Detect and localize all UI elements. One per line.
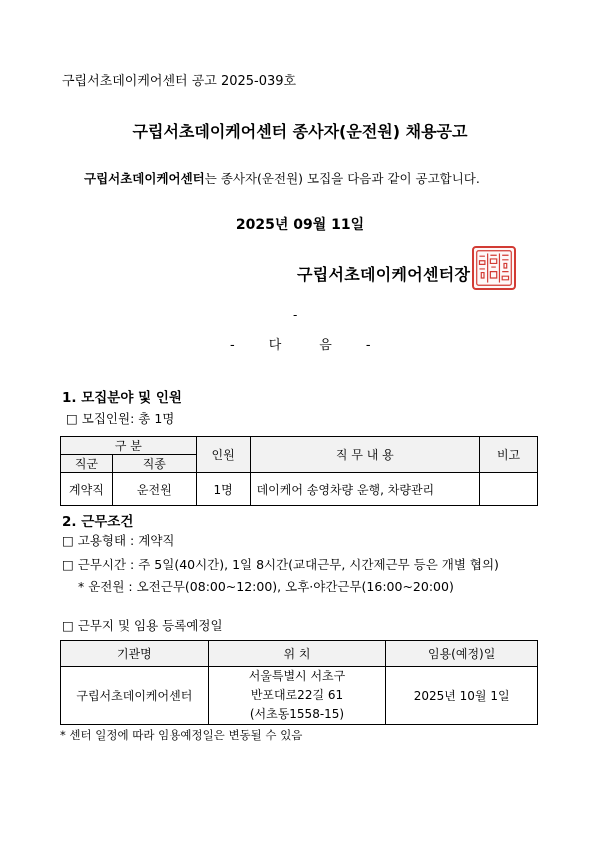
recruitment-table: [60, 436, 538, 506]
table-row: [61, 473, 538, 506]
col-job-type: 직종: [112, 455, 196, 473]
cell-job-type: 운전원: [112, 473, 196, 506]
intro-org-name: 구립서초데이케어센터: [84, 171, 205, 186]
notice-number: 구립서초데이케어센터 공고 2025-039호: [62, 74, 297, 89]
daeum-eum: 음: [319, 338, 332, 353]
official-seal-icon: [472, 246, 516, 290]
announcement-date: 2025년 09월 11일: [235, 217, 365, 233]
location-line3: (서초동1558-15): [249, 707, 345, 721]
intro-text: 는 종사자(운전원) 모집을 다음과 같이 공고합니다.: [204, 171, 480, 186]
location-line2: 반포대로22길 61: [250, 688, 344, 702]
header-group: 구 분: [61, 437, 197, 455]
cell-location: [208, 667, 386, 725]
cell-org: 구립서초데이케어센터: [61, 667, 209, 725]
section1-title: 1. 모집분야 및 인원: [62, 390, 182, 406]
intro-paragraph: [84, 169, 480, 187]
col-date: 임용(예정)일: [386, 641, 538, 667]
work-hours: □ 근무시간 : 주 5일(40시간), 1일 8시간(교대근무, 시간제근무 등은 개별 협의): [62, 557, 499, 572]
daeum-heading: [230, 334, 371, 353]
daeum-right-dash: -: [365, 338, 371, 353]
cell-note: [480, 473, 538, 506]
section2-title: 2. 근무조건: [62, 514, 134, 530]
col-count: 인원: [196, 437, 250, 473]
col-job-class: 직군: [61, 455, 113, 473]
separator-dash: -: [293, 308, 298, 322]
col-duty: 직 무 내 용: [250, 437, 479, 473]
recruit-count: □ 모집인원: 총 1명: [66, 411, 175, 426]
daeum-left-dash: -: [230, 338, 235, 353]
cell-duty: 데이케어 송영차량 운행, 차량관리: [250, 473, 479, 506]
employment-type: □ 고용형태 : 계약직: [62, 533, 175, 548]
location-line1: 서울특별시 서초구: [248, 669, 346, 683]
daeum-da: 다: [268, 338, 282, 353]
cell-job-class: 계약직: [61, 473, 113, 506]
col-note: 비고: [480, 437, 538, 473]
issuer-name: 구립서초데이케어센터장: [297, 265, 471, 284]
table-row: [61, 667, 538, 725]
col-org: 기관명: [61, 641, 209, 667]
cell-date: 2025년 10월 1일: [386, 667, 538, 725]
footnote: * 센터 일정에 따라 임용예정일은 변동될 수 있음: [60, 728, 303, 742]
driver-hours: * 운전원 : 오전근무(08:00~12:00), 오후·야간근무(16:00~20:00): [78, 579, 454, 594]
cell-count: 1명: [196, 473, 250, 506]
document-title: 구립서초데이케어센터 종사자(운전원) 채용공고: [132, 122, 468, 141]
col-location: 위 치: [208, 641, 386, 667]
workplace-title: □ 근무지 및 임용 등록예정일: [62, 618, 223, 633]
workplace-table: [60, 640, 538, 725]
